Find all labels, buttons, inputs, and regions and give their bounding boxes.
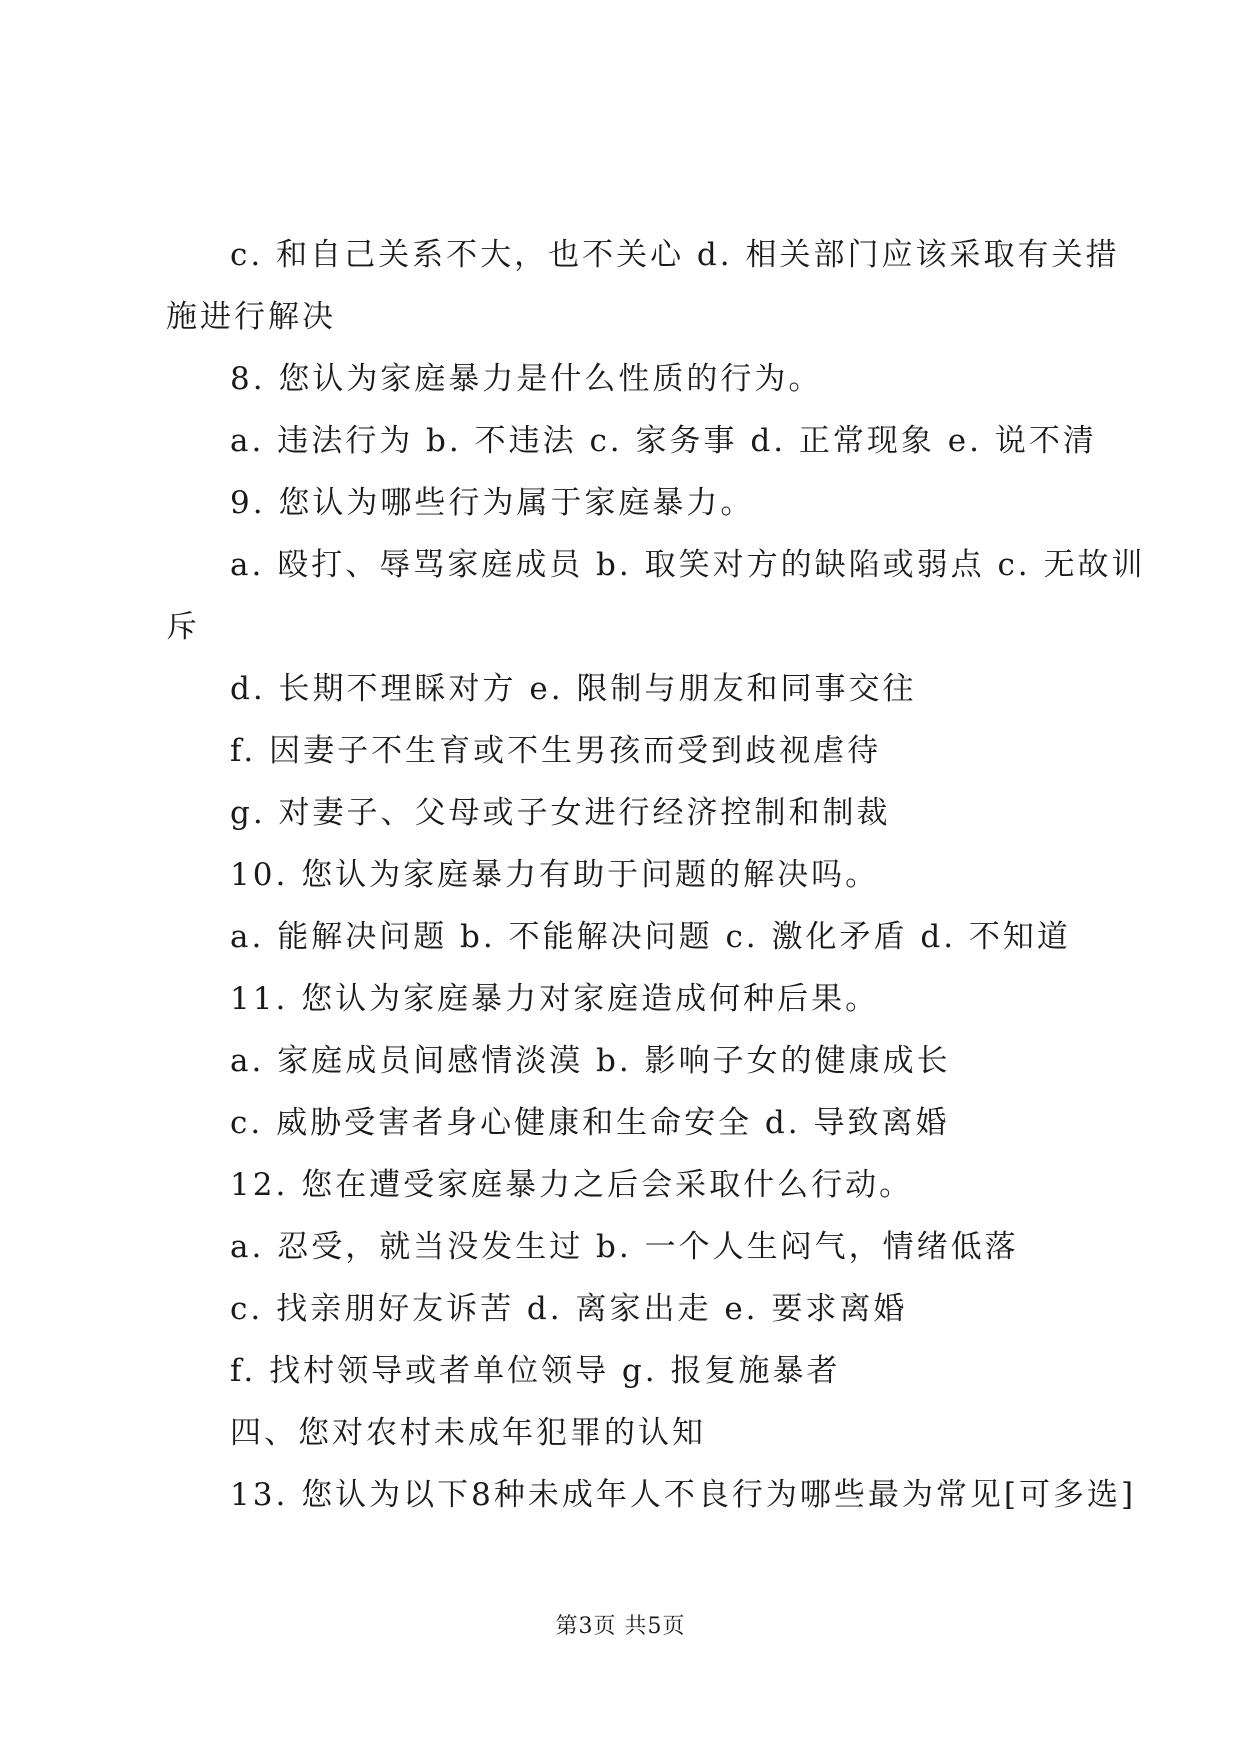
text-line: c. 找亲朋好友诉苦 d. 离家出走 e. 要求离婚 [230,1291,908,1327]
text-line: c. 和自己关系不大，也不关心 d. 相关部门应该采取有关措 [230,237,1120,273]
page-number: 第3页 共5页 [555,1614,686,1639]
question-9-options: a. 殴打、辱骂家庭成员 b. 取笑对方的缺陷或弱点 c. 无故训 [230,547,1146,583]
text-line: g. 对妻子、父母或子女进行经济控制和制裁 [230,795,891,831]
section-heading: 四、您对农村未成年犯罪的认知 [230,1415,706,1451]
document-body [166,224,1146,1526]
question-8-options: a. 违法行为 b. 不违法 c. 家务事 d. 正常现象 e. 说不清 [230,423,1097,459]
question-11: 11. 您认为家庭暴力对家庭造成何种后果。 [230,981,880,1017]
text-line: f. 找村领导或者单位领导 g. 报复施暴者 [230,1353,841,1389]
question-12: 12. 您在遭受家庭暴力之后会采取什么行动。 [230,1167,914,1203]
text-line: 斥 [166,609,200,645]
question-10-options: a. 能解决问题 b. 不能解决问题 c. 激化矛盾 d. 不知道 [230,919,1071,955]
text-line: 施进行解决 [166,299,336,335]
question-10: 10. 您认为家庭暴力有助于问题的解决吗。 [230,857,880,893]
question-9: 9. 您认为哪些行为属于家庭暴力。 [230,485,755,521]
text-line: d. 长期不理睬对方 e. 限制与朋友和同事交往 [230,671,917,707]
question-8: 8. 您认为家庭暴力是什么性质的行为。 [230,361,823,397]
question-11-options: a. 家庭成员间感情淡漠 b. 影响子女的健康成长 [230,1043,951,1079]
text-line: f. 因妻子不生育或不生男孩而受到歧视虐待 [230,733,882,769]
text-line: c. 威胁受害者身心健康和生命安全 d. 导致离婚 [230,1105,950,1141]
question-13: 13. 您认为以下8种未成年人不良行为哪些最为常见[可多选] [230,1477,1137,1513]
question-12-options: a. 忍受，就当没发生过 b. 一个人生闷气，情绪低落 [230,1229,1019,1265]
